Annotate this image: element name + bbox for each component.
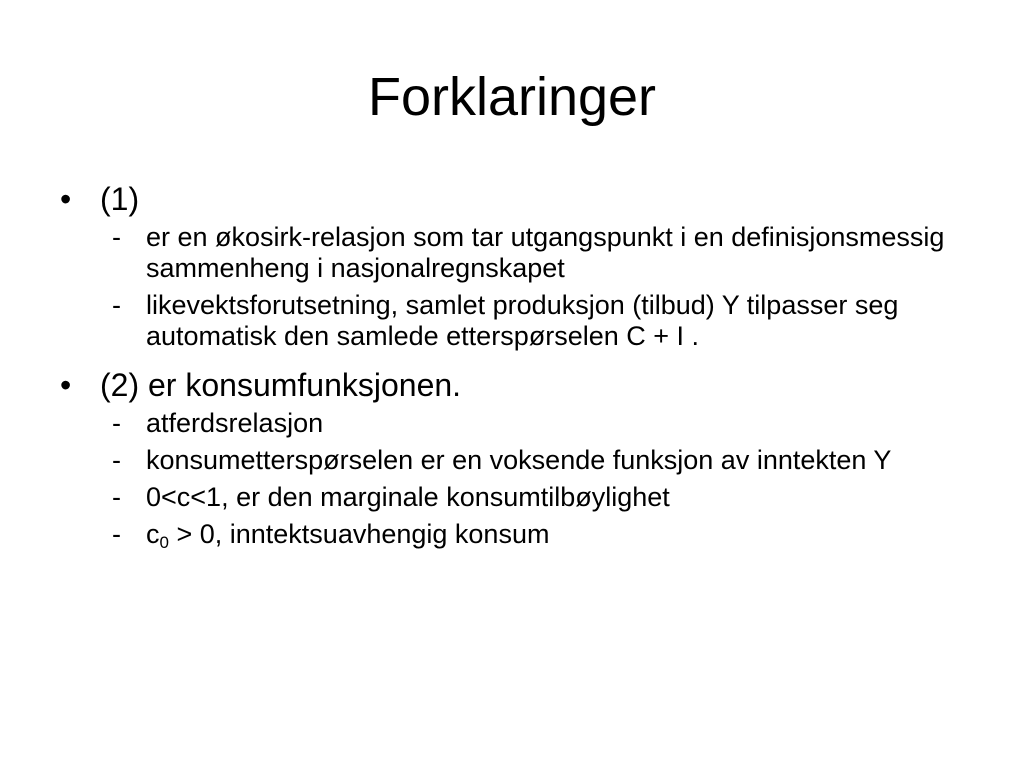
sub-item (60, 482, 980, 513)
formula-subscript: 0 (159, 533, 169, 552)
bullet-text: (1) (100, 181, 140, 217)
dash-marker: - (112, 445, 121, 475)
sub-list (60, 222, 980, 352)
sub-item-text: likevektsforutsetning, samlet produksjon (tilbud) Y tilpasser seg automatisk den samlede etterspørselen C + I . (146, 290, 899, 351)
sub-item (60, 445, 980, 476)
formula-base: c (146, 519, 160, 549)
sub-item-text: 0<c<1, er den marginale konsumtilbøylighet (146, 482, 670, 512)
sub-item-text: er en økosirk-relasjon som tar utgangspunkt i en definisjonsmessig sammenheng i nasjonalregnskapet (146, 222, 945, 283)
sub-item-text: konsumetterspørselen er en voksende funksjon av inntekten Y (146, 445, 892, 475)
sub-item-text: atferdsrelasjon (146, 408, 324, 438)
sub-item (60, 222, 980, 284)
dash-marker: - (112, 482, 121, 512)
bullet-marker: • (60, 181, 72, 217)
slide-content (60, 180, 980, 564)
slide-title: Forklaringer (367, 67, 657, 127)
dash-marker: - (112, 519, 121, 549)
dash-marker: - (112, 222, 121, 252)
dash-marker: - (112, 408, 121, 438)
bullet-item (60, 180, 980, 218)
formula-rest: > 0, inntektsuavhengig konsum (168, 519, 550, 549)
sub-list (60, 408, 980, 550)
bullet-text: (2) er konsumfunksjonen. (100, 367, 462, 403)
dash-marker: - (112, 290, 121, 320)
sub-item-text (146, 519, 550, 552)
sub-item (60, 290, 980, 352)
sub-item (60, 408, 980, 439)
sub-item (60, 519, 980, 550)
bullet-marker: • (60, 367, 72, 403)
bullet-item (60, 366, 980, 404)
